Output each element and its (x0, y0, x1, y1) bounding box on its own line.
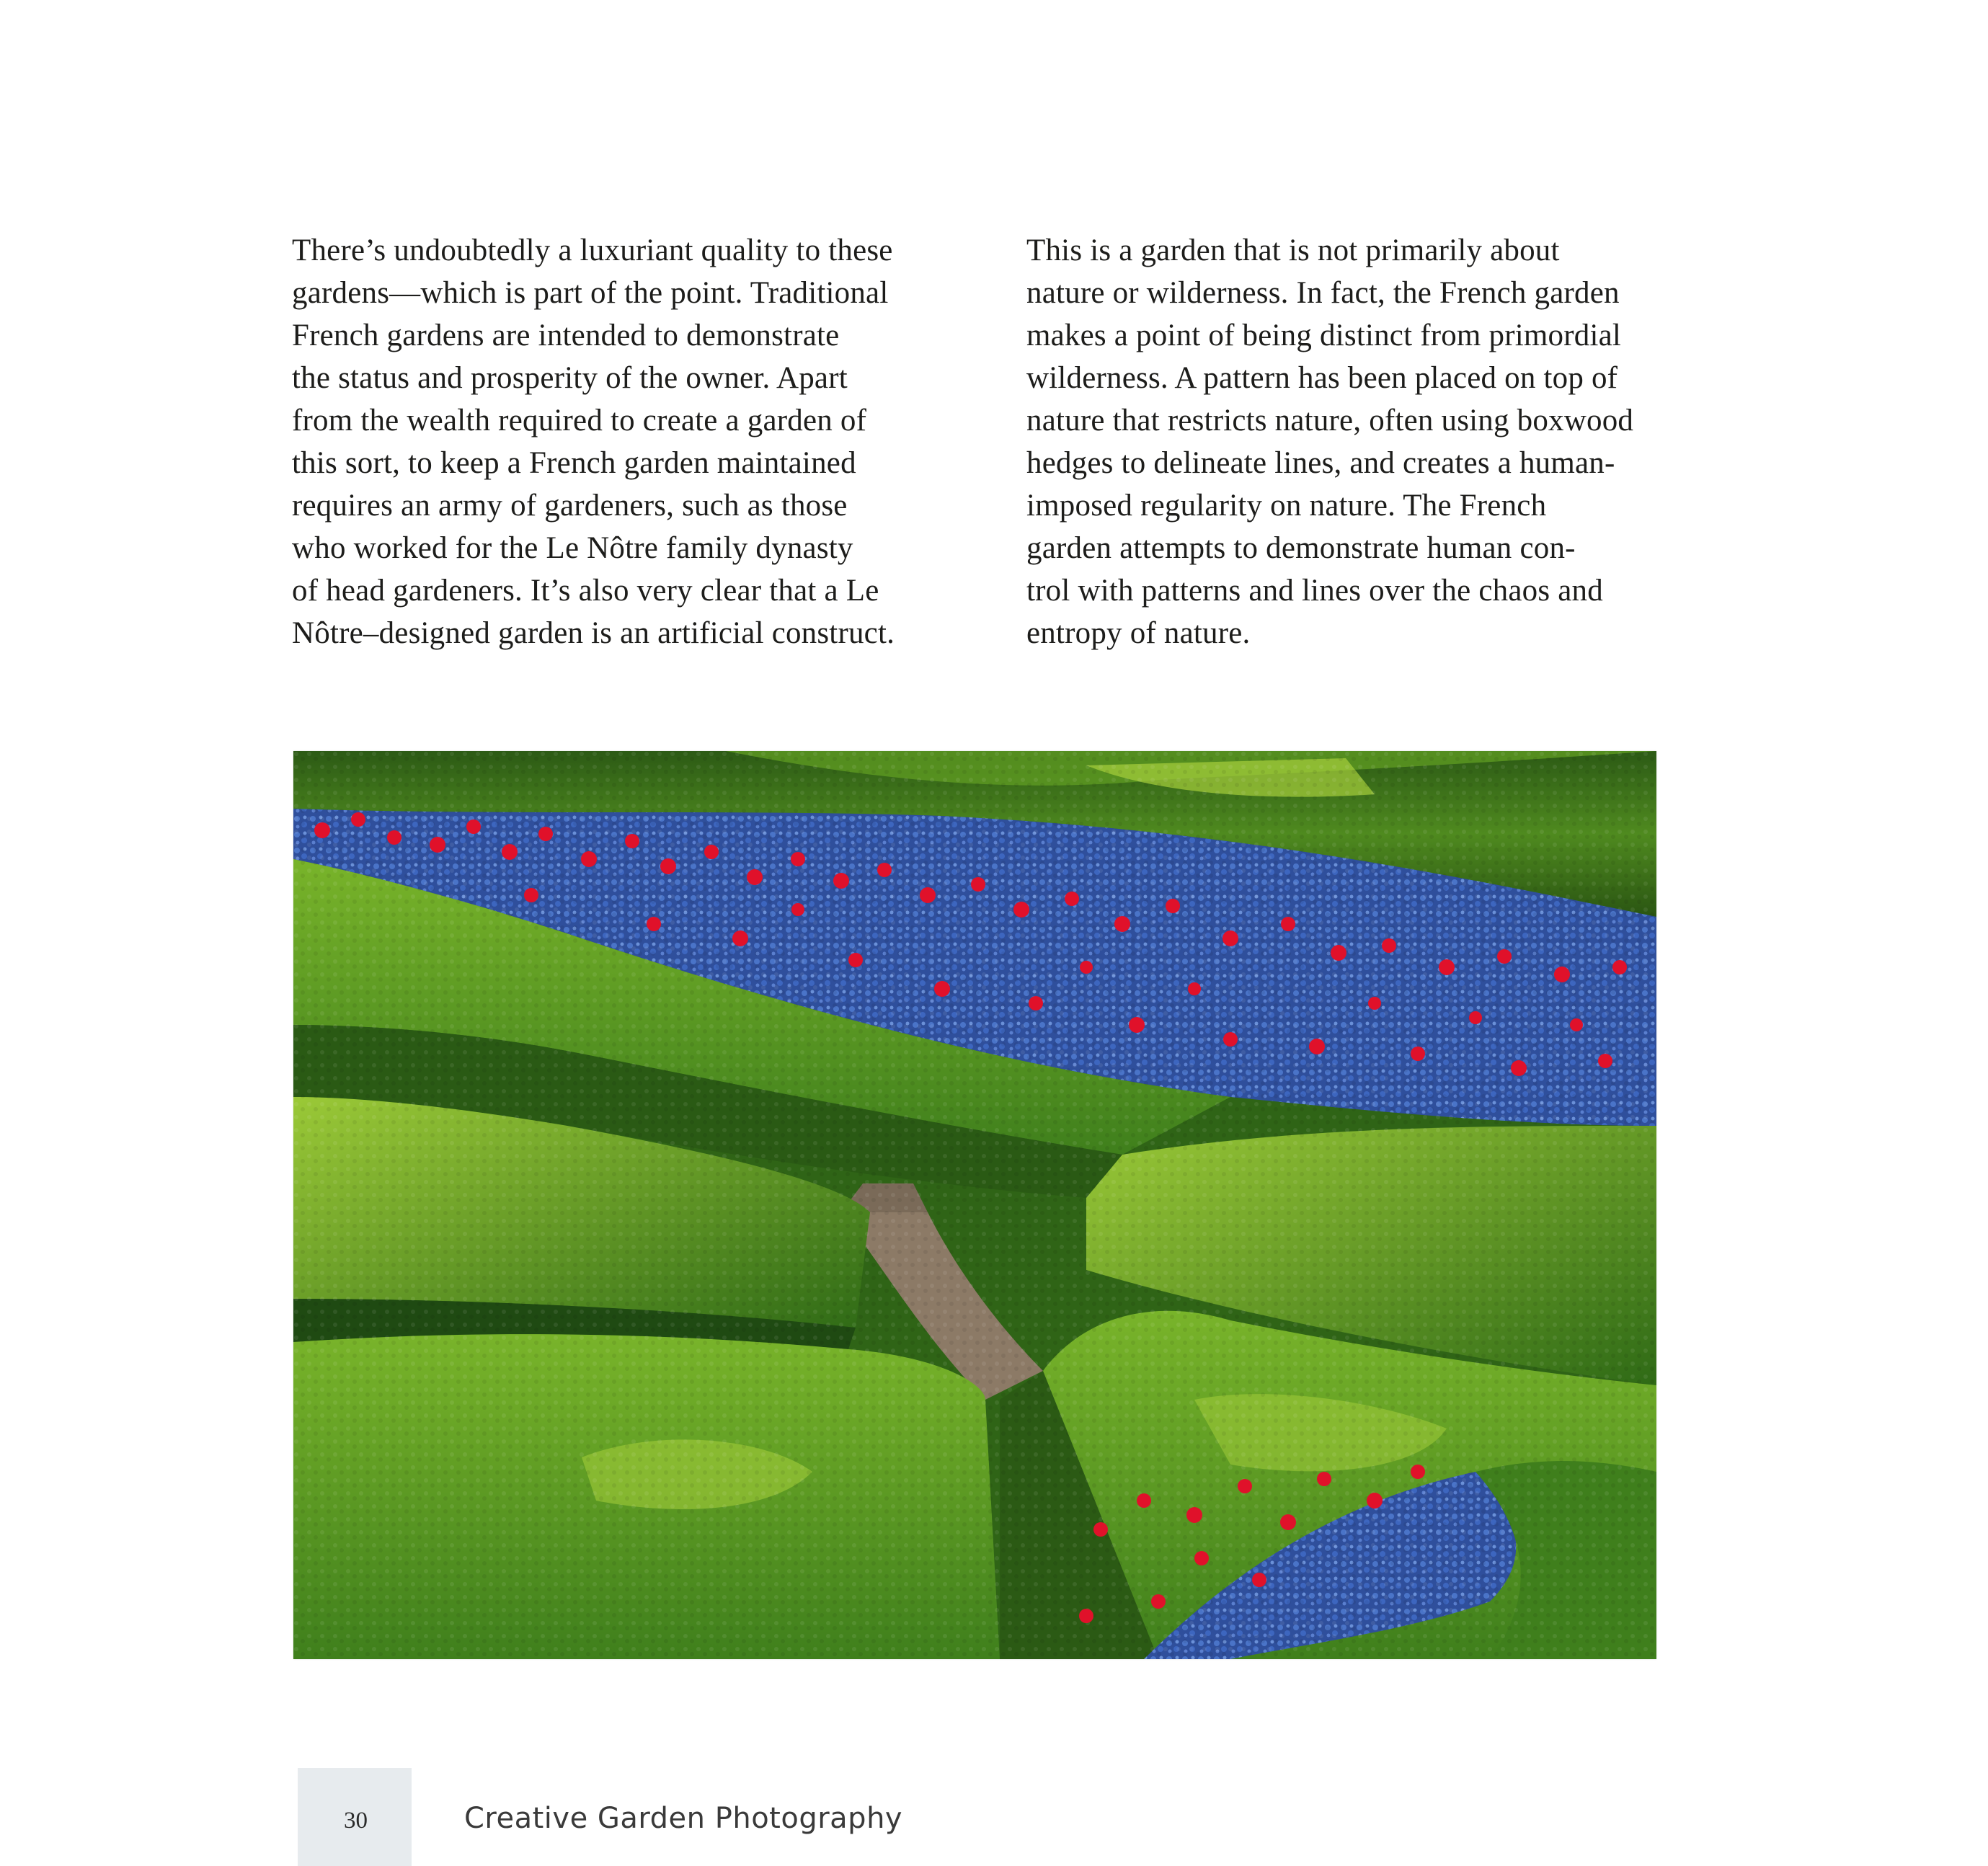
body-line: trol with patterns and lines over the chaos and (1026, 574, 1603, 608)
book-title: Creative Garden Photography (464, 1802, 903, 1835)
body-line: imposed regularity on nature. The French (1026, 489, 1547, 523)
text-column-left (292, 229, 941, 654)
body-line: gardens—which is part of the point. Traditional (292, 276, 889, 310)
body-line: requires an army of gardeners, such as those (292, 489, 848, 523)
text-column-right (1026, 229, 1675, 654)
body-line: nature that restricts nature, often using boxwood (1026, 404, 1634, 437)
body-line: French gardens are intended to demonstrate (292, 319, 840, 352)
body-line: Nôtre–designed garden is an artificial construct. (292, 616, 895, 650)
body-line: wilderness. A pattern has been placed on top of (1026, 361, 1618, 395)
body-line: makes a point of being distinct from primordial (1026, 319, 1622, 352)
body-line: hedges to delineate lines, and creates a human- (1026, 446, 1615, 480)
body-line: of head gardeners. It’s also very clear that a Le (292, 574, 879, 608)
body-line: garden attempts to demonstrate human con- (1026, 531, 1576, 565)
body-line: There’s undoubtedly a luxuriant quality to these (292, 234, 893, 267)
garden-photo (293, 751, 1656, 1659)
body-line: this sort, to keep a French garden maintained (292, 446, 856, 480)
page-number: 30 (344, 1808, 368, 1834)
body-line: entropy of nature. (1026, 616, 1251, 650)
body-line: from the wealth required to create a garden of (292, 404, 867, 437)
body-line: nature or wilderness. In fact, the French garden (1026, 276, 1620, 310)
body-line: the status and prosperity of the owner. Apart (292, 361, 848, 395)
garden-photo-illustration (293, 751, 1656, 1659)
body-line: who worked for the Le Nôtre family dynasty (292, 531, 853, 565)
body-line: This is a garden that is not primarily about (1026, 234, 1560, 267)
